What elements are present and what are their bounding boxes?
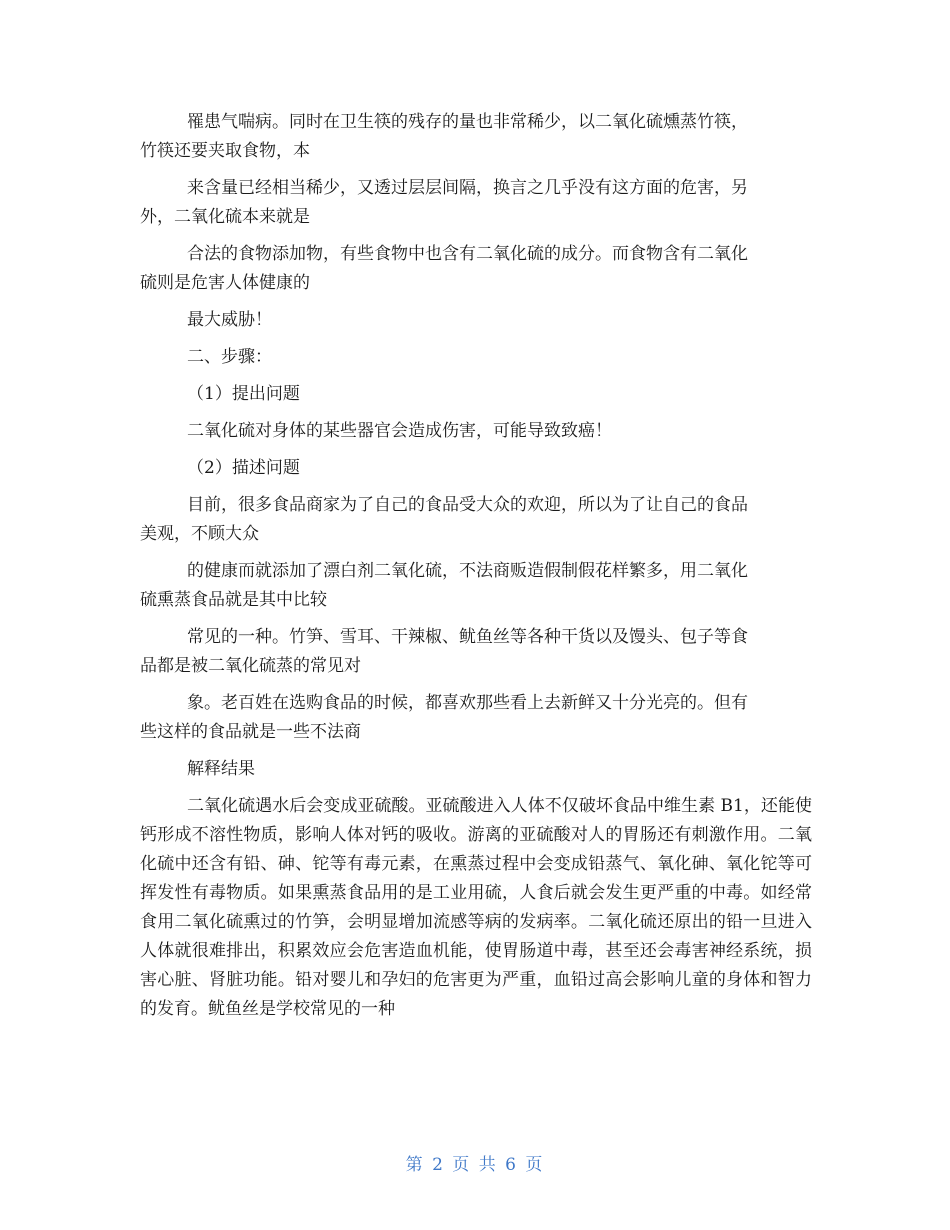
section-heading-text: 解释结果	[187, 759, 255, 779]
result-paragraph: 二氧化硫遇水后会变成亚硫酸。亚硫酸进入人体不仅破坏食品中维生素 B1，还能使钙形成不溶性物质，影响人体对钙的吸收。游离的亚硫酸对人的胃肠还有刺激作用。二氧化硫中还含有铅、砷、铊等有毒元素，在熏蒸过程中会变成铅蒸气、氧化砷、氧化铊等可挥发性有毒物质。如果熏蒸食品用的是工业用硫，人食后就会发生更严重的中毒。如经常食用二氧化硫熏过的竹笋，会明显增加流感等病的发病率。二氧化硫还原出的铅一旦进入人体就很难排出，积累效应会危害造血机能，使胃肠道中毒，甚至还会毒害神经系统，损害心脏、肾脏功能。铅对婴儿和孕妇的危害更为严重，血铅过高会影响儿童的身体和智力的发育。鱿鱼丝是学校常见的一种	[140, 796, 812, 1019]
subsection-heading	[140, 454, 812, 483]
paragraph-continuation: 些这样的食品就是一些不法商	[140, 722, 361, 742]
subsection-heading	[140, 380, 812, 409]
paragraph	[140, 108, 812, 166]
paragraph-first-line: 二氧化硫对身体的某些器官会造成伤害，可能导致致癌！	[187, 421, 612, 441]
paragraph-first-line: 合法的食物添加物，有些食物中也含有二氧化硫的成分。而食物含有二氧化	[187, 244, 748, 264]
paragraph-first-line: 常见的一种。竹笋、雪耳、干辣椒、鱿鱼丝等各种干货以及馒头、包子等食	[187, 627, 748, 647]
paragraph	[140, 417, 812, 446]
page-footer: 第 2 页 共 6 页	[405, 1155, 545, 1175]
paragraph	[140, 623, 812, 681]
paragraph	[140, 689, 812, 747]
paragraph-first-line: 象。老百姓在选购食品的时候，都喜欢那些看上去新鲜又十分光亮的。但有	[187, 693, 748, 713]
section-heading	[140, 343, 812, 372]
paragraph-first-line: 目前，很多食品商家为了自己的食品受大众的欢迎，所以为了让自己的食品	[187, 495, 748, 515]
paragraph	[140, 557, 812, 615]
paragraph-continuation: 竹筷还要夹取食物，本	[140, 141, 310, 161]
section-heading-text: 二、步骤：	[187, 347, 272, 367]
paragraph-first-line: 罹患气喘病。同时在卫生筷的残存的量也非常稀少，以二氧化硫燻蒸竹筷，	[187, 112, 748, 132]
paragraph-continuation: 外，二氧化硫本来就是	[140, 207, 310, 227]
subsection-heading-text: （2）描述问题	[187, 458, 300, 478]
paragraph-first-line: 最大威胁！	[187, 310, 272, 330]
paragraph-first-line: 的健康而就添加了漂白剂二氧化硫，不法商贩造假制假花样繁多，用二氧化	[187, 561, 748, 581]
paragraph-first-line: 来含量已经相当稀少，又透过层层间隔，换言之几乎没有这方面的危害，另	[187, 178, 748, 198]
paragraph	[140, 491, 812, 549]
paragraph	[140, 174, 812, 232]
section-heading	[140, 755, 812, 784]
paragraph	[140, 306, 812, 335]
paragraph-continuation: 品都是被二氧化硫蒸的常见对	[140, 656, 361, 676]
paragraph-continuation: 美观，不顾大众	[140, 524, 259, 544]
paragraph	[140, 240, 812, 298]
page-content	[140, 108, 812, 1024]
paragraph-continuation: 硫则是危害人体健康的	[140, 273, 310, 293]
subsection-heading-text: （1）提出问题	[187, 384, 300, 404]
paragraph-continuation: 硫熏蒸食品就是其中比较	[140, 590, 327, 610]
